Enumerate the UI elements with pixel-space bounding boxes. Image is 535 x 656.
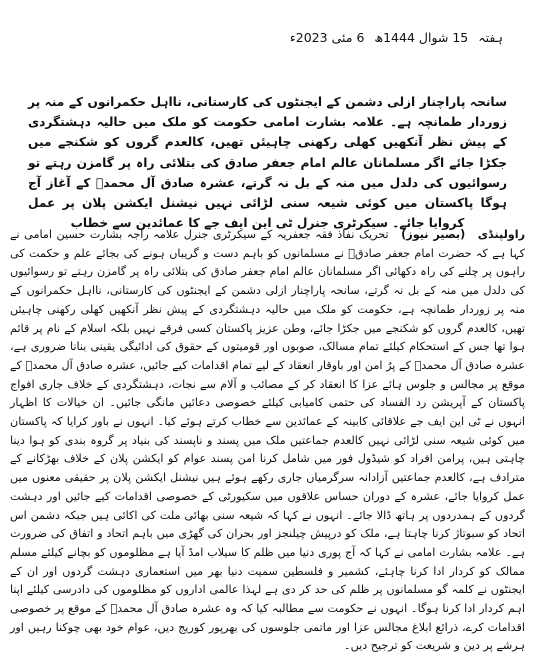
dateline [284,30,503,46]
gregorian-date: 6 مئی 2023ء [289,30,365,45]
article-paragraph [10,226,525,656]
hijri-date: 15 شوال 1444ھ [374,30,469,45]
headline [28,92,507,233]
article-text: تحریک نفاذ فقہ جعفریہ کے سیکرٹری جنرل علامہ راجہ بشارت حسین امامی نے کہا ہے کہ حضرت امام جعفر صادقؑ نے مسلمانوں کو باہم دست و گریباں ہونے کی بجائے علم و حکمت کی راہوں پر چلنے کی راہ دکھائی اگر مسلمانان عالم امام جعفر صادق کی بتلائی راہ پر گامزن رہتے تو رسوائیوں کی دلدل میں منہ کے بل نہ گرتے، سانحہ پاراچنار ازلی دشمن کے ایجنٹوں کی کارستانی، نااہل حکمرانوں کے منہ پر زوردار طمانچہ ہے، حکومت کو ملک میں حالیہ دہشتگردی کے پیش نظر آنکھیں کھلی رکھنی چاہیئں تھیں، کالعدم گروں کو شکنجے میں جکڑا جائے، وطن عزیز پاکستان کسی فرقے نہیں بلکہ اسلام کے نام پر قائم ہوا تھا جس کے استحکام کیلئے تمام مسالک، صوبوں اور قومیتوں کے حقوق کی ادائیگی یقینی بنانا ضروری ہے، عشرہ صادق آل محمدؐ کے پرُ امن اور باوقار انعقاد کے لیے تمام اقدامات کیے جائیں، عشرہ صادق آل محمدؐ کے موقع پر مجالس و جلوس ہائے عزا کا انعقاد کر کے مصائب و آلام سے نجات، دہشتگردی کے خلاف جاری افواج پاکستان کے آپریشن رد الفساد کی حتمی کامیابی کیلئے خصوصی دعائیں مانگی جائیں۔ ان خیالات کا اظہار انہوں نے ٹی این ایف جے علاقائی کابینہ کے عمائدین سے خطاب کرتے ہوئے کیا۔ انہوں نے باور کرایا کہ پاکستان میں کوئی شیعہ سنی لڑائی نہیں کالعدم جماعتیں ملک میں پسند و ناپسند کی بنیاد پر گروہ بندی کو ہوا دینا چاہتی ہیں، پرامن افراد کو شیڈول فور میں شامل کرنا امن پسند عوام کو ایکشن پلان کے خلاف بھڑکانے کے مترادف ہے، کالعدم جماعتیں آزادانہ سرگرمیاں جاری رکھے ہوئے ہیں نیشنل ایکشن پلان پر حقیقی معنوں میں عمل کروایا جائے، عشرہ کے دوران حساس علاقوں میں سکیورٹی کے خصوصی اقدامات کیے جائیں اور دہشت گردوں کے ہمدردوں پر ہاتھ ڈالا جائے۔ انہوں نے کہا کہ شیعہ سنی بھائی ملت کی اکائی ہیں جبکہ دشمن اس اتحاد کو سبوتاژ کرنا چاہتا ہے، ملک کو درپیش چیلنجز اور بحران کی گھڑی میں باہم اتحاد و اتفاق کی ضرورت ہے۔ علامہ بشارت امامی نے کہا کہ آج پوری دنیا میں ظلم کا سیلاب امڈ آیا ہے مظلوموں کو بچانے کیلئے مسلم ممالک کو کردار ادا کرنا چاہئے، کشمیر و فلسطین سمیت دنیا بھر میں استعماری دہشت گردوں اور ان کے ایجنٹوں نے کلمہ گو مسلمانوں پر ظلم کی حد کر دی ہے لہذا عالمی اداروں کو مظلوموں کی دادرسی کیلئے اپنا اہم کردار ادا کرنا ہوگا۔ انہوں نے حکومت سے مطالبہ کیا کہ وہ عشرہ صادق آل محمدؐ کے موقع پر خصوصی اقدامات کرے، ذرائع ابلاغ مجالس عزا اور ماتمی جلوسوں کی بھرپور کوریج دیں، عوام خود بھی چوکنا رہیں اور ہرشے پر دین و شریعت کو ترجیح دیں۔ [10,228,525,653]
day-name: ہفتہ [478,30,503,45]
article-dateline-place: راولپنڈی [477,228,526,241]
article-body [10,226,525,656]
news-agency: (بصیر نیوز) [401,228,466,241]
headline-text: سانحہ پاراچنار ازلی دشمن کے ایجنٹوں کی کارستانی، نااہل حکمرانوں کے منہ پر زوردار طمانچہ ہے۔ علامہ بشارت امامی حکومت کو ملک میں حالیہ دہشتگردی کے پیش نظر آنکھیں کھلی رکھنی چاہیئں تھیں، کالعدم گروں کو شکنجے میں جکڑا جائے اگر مسلمانان عالم امام جعفر صادق کی بتلائی راہ پر گامزن رہتے تو رسوائیوں کی دلدل میں منہ کے بل نہ گرتے، عشرہ صادق آل محمدؐ کے آغاز آج ہوگا پاکستان میں کوئی شیعہ سنی لڑائی نہیں نیشنل ایکشن پلان پر عمل کروایا جائے۔ سیکرٹری جنرل ٹی این ایف جے کا عمائدین سے خطاب [28,95,507,231]
